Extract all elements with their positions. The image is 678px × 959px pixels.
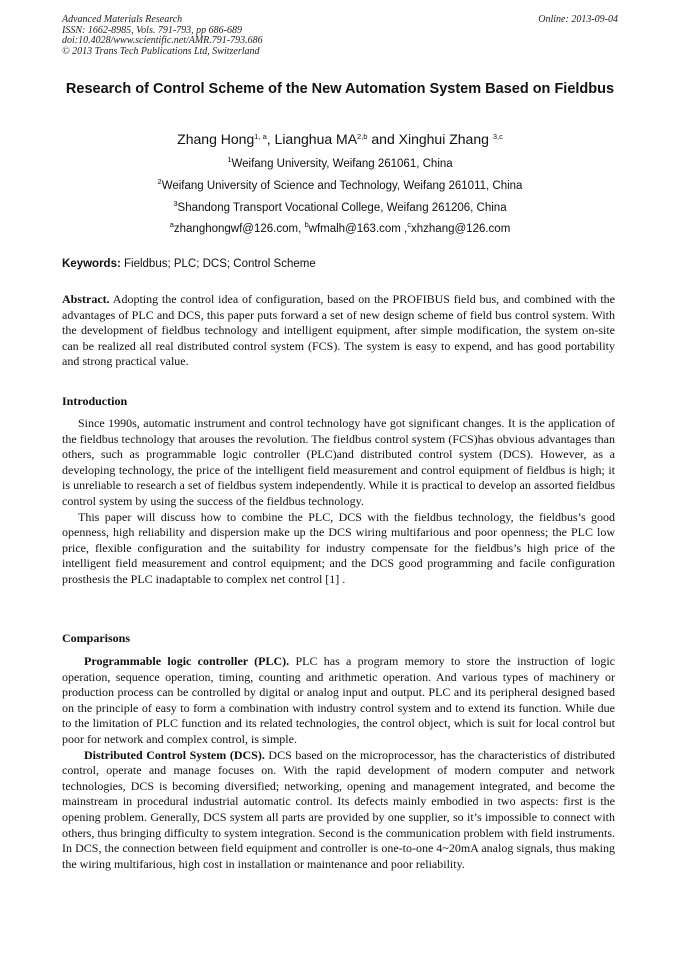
author-name: Zhang Hong [177,131,255,147]
paper-title: Research of Control Scheme of the New Automation System Based on Fieldbus [65,81,615,97]
author-separator: , [266,131,275,147]
email-sup: c [407,220,412,229]
author-list [62,130,618,148]
affiliation-1 [62,157,618,171]
abstract-label: Abstract. [62,292,110,306]
email-sup: b [304,220,309,229]
email-text: zhanghongwf@126.com, [173,223,305,235]
affiliation-text: Shandong Transport Vocational College, Weifang 261206, China [177,202,507,214]
copyright-line: © 2013 Trans Tech Publications Ltd, Switzerland [62,45,260,57]
email-text: wfmalh@163.com , [308,223,408,235]
comparisons-heading: Comparisons [62,631,131,645]
paragraph: This paper will discuss how to combine the PLC, DCS with the fieldbus technology, the fieldbus’s good openness, high reliability and dispersion make up the DCS wiring multifarious and poor openness; the PLC low price, flexible configuration and the suitability for industry compensate for the fieldbus’s high price of the intelligent field measurement and control equipment; and the DCS good programming and facile configuration prosthesis the PLC inadaptable to complex net control [1] . [62,509,615,586]
keywords-label: Keywords: [62,258,121,270]
email-text: xhzhang@126.com [411,223,511,235]
abstract-text: Adopting the control idea of configuration, based on the PROFIBUS field bus, and combined with the advantages of PLC and DCS, this paper puts forward a set of new design scheme of field bus control system. With the development of fieldbus technology and intelligent equipment, after simple modification, the system on-site can be realized all real distributed control system (FCS). The system is easy to expend, and has good portability and strong practical value. [62,292,615,369]
keywords [62,257,618,271]
affiliation-sup: 3 [173,199,178,208]
author-sup: 1, a [254,132,267,141]
affiliation-text: Weifang University of Science and Technology, Weifang 261011, China [161,180,523,192]
journal-header [62,15,618,57]
paragraph-dcs [62,748,615,873]
affiliation-sup: 2 [157,177,162,186]
author-sup: 2,b [357,132,368,141]
abstract [62,292,615,370]
plc-text: PLC has a program memory to store the instruction of logic operation, sequence operation, timing, counting and arithmetic operation. And various types of machinery or production process can be controlled by digital or analog input and output. PLC and its peripheral designed based on the principle of easy to form a combination with industry control system and to extend its function. While due to the limitation of PLC function and its related technologies, the control object, which is suit for local control but poor for network and complex control, is simple. [62,654,615,746]
online-date: Online: 2013-09-04 [538,14,618,25]
affiliation-sup: 1 [227,155,232,164]
dcs-label: Distributed Control System (DCS). [84,747,265,762]
introduction-heading: Introduction [62,394,128,408]
comparisons-body [62,654,615,872]
email-line [62,222,618,236]
paragraph: Since 1990s, automatic instrument and control technology have got significant changes. It is the application of the fieldbus technology that arouses the revolution. The fieldbus control system (FCS)has obvious advantages than others, such as programmable logic controller (PLC)and distributed control system (DCS). However, as a developing technology, the price of the intelligent field measurement and control equipment of fieldbus is high; it is unreliable to research a set of fieldbus system independently. While it is practical to develop an assorted fieldbus control system by using the success of the fieldbus technology. [62,416,615,508]
author-name: Lianghua MA [274,131,358,147]
dcs-text: DCS based on the microprocessor, has the characteristics of distributed control, operate and manage focuses on. With the rapid development of modern computer and network technologies, DCS is becoming diversified; networking, opening and management integrated, and become the mainstream in procedural industrial automatic control. Its defects mainly embodied in two aspects: first is the opening problem. Generally, DCS system all parts are provided by one supplier, so it’s impossible to connect with others, thus bringing difficulty to system integration. Second is the communication problem with field instruments. In DCS, the connection between field equipment and controller is one-to-one 4~20mA analog signals, thus making the wiring multifarious, high cost in installation or maintenance and poor reliability. [62,747,616,871]
affiliation-2 [62,179,618,193]
paragraph-plc [62,654,615,748]
affiliation-3 [62,201,618,215]
keywords-text: Fieldbus; PLC; DCS; Control Scheme [120,258,316,270]
affiliation-text: Weifang University, Weifang 261061, China [231,158,453,170]
author-separator: and [367,131,399,147]
issn-line: ISSN: 1662-8985, Vols. 791-793, pp 686-689 [62,24,242,36]
plc-label: Programmable logic controller (PLC). [84,654,290,668]
introduction-body [62,416,615,588]
email-sup: a [169,220,174,229]
author-sup: 3,c [492,132,503,141]
doi-line: doi:10.4028/www.scientific.net/AMR.791-793.686 [62,35,263,46]
author-name: Xinghui Zhang [398,131,493,147]
journal-name: Advanced Materials Research [62,14,183,25]
